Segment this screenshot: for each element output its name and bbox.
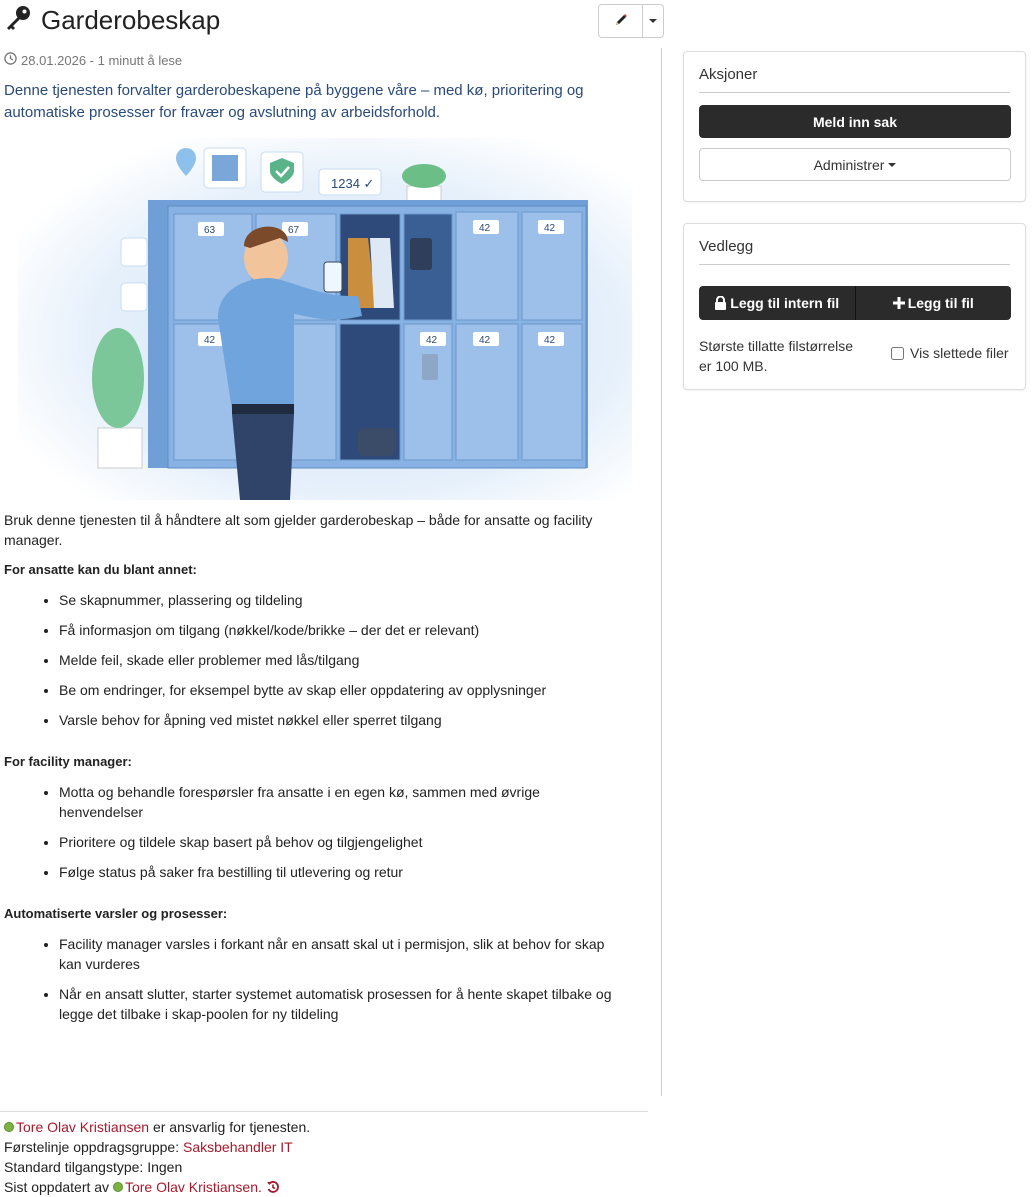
section-heading-automation: Automatiserte varsler og prosesser: xyxy=(4,906,228,921)
employees-list xyxy=(4,590,634,730)
svg-text:63: 63 xyxy=(204,225,216,236)
list-item: • Få informasjon om tilgang (nøkkel/kode/brikke – der det er relevant) xyxy=(59,620,634,640)
list-item: • Når en ansatt slutter, starter systemet automatisk prosessen for å hente skapet tilbake og legge det tilbake i skap-poolen for ny tildeling xyxy=(59,984,634,1024)
title-wrap xyxy=(3,2,220,38)
first-line-label: Førstelinje oppdragsgruppe: xyxy=(4,1139,183,1155)
section-heading-employees: For ansatte kan du blant annet: xyxy=(4,562,197,577)
actions-panel xyxy=(683,51,1026,202)
svg-text:42: 42 xyxy=(479,223,491,234)
actions-title: Aksjoner xyxy=(699,66,758,83)
list-item: • Melde feil, skade eller problemer med lås/tilgang xyxy=(59,650,634,670)
list-item: • Følge status på saker fra bestilling til utlevering og retur xyxy=(59,862,634,882)
updated-by-link[interactable]: Tore Olav Kristiansen. xyxy=(124,1179,262,1195)
facility-list xyxy=(4,782,634,882)
updated-label: Sist oppdatert av xyxy=(4,1179,113,1195)
article-intro: Bruk denne tjenesten til å håndtere alt som gjelder garderobeskap – både for ansatte og facility manager. xyxy=(4,512,593,548)
divider xyxy=(699,92,1010,93)
file-size-limit: Største tillatte filstørrelse er 100 MB. xyxy=(699,338,854,374)
svg-text:42: 42 xyxy=(479,335,491,346)
attachments-title: Vedlegg xyxy=(699,238,754,255)
caret-down-icon xyxy=(888,163,896,167)
edit-button[interactable] xyxy=(599,5,643,37)
clock-icon xyxy=(4,52,21,68)
access-value: Ingen xyxy=(147,1159,183,1175)
owner-row xyxy=(0,1117,648,1137)
svg-text:42: 42 xyxy=(426,335,438,346)
status-online-icon xyxy=(113,1182,123,1192)
attachment-button-group xyxy=(699,286,1011,320)
administer-button[interactable] xyxy=(699,148,1011,181)
updated-row xyxy=(0,1177,648,1197)
page-title: Garderobeskap xyxy=(41,5,221,35)
list-item: • Prioritere og tildele skap basert på behov og tilgjengelighet xyxy=(59,832,634,852)
plus-icon xyxy=(893,297,908,309)
divider xyxy=(699,264,1010,265)
status-online-icon xyxy=(4,1122,14,1132)
page-header xyxy=(0,0,670,42)
add-file-button[interactable] xyxy=(855,286,1012,320)
list-item: • Be om endringer, for eksempel bytte av skap eller oppdatering av opplysninger xyxy=(59,680,634,700)
article-date-readtime: 28.01.2026 - 1 minutt å lese xyxy=(21,52,183,68)
svg-text:67: 67 xyxy=(288,225,300,236)
key-icon xyxy=(3,4,33,37)
article-body xyxy=(4,510,634,1036)
edit-button-group xyxy=(598,4,664,38)
report-case-button[interactable]: Meld inn sak xyxy=(699,105,1011,138)
article-meta xyxy=(4,52,182,68)
code-bubble-text: 1234 ✓ xyxy=(331,176,375,191)
pencil-icon xyxy=(614,13,628,30)
owner-suffix: er ansvarlig for tjenesten. xyxy=(149,1119,311,1135)
access-row xyxy=(0,1157,648,1177)
hero-illustration xyxy=(18,138,632,500)
list-item: • Varsle behov for åpning ved mistet nøkkel eller sperret tilgang xyxy=(59,710,634,730)
list-item: • Facility manager varsles i forkant når en ansatt skal ut i permisjon, slik at behov for skap kan vurderes xyxy=(59,934,634,974)
list-item: • Se skapnummer, plassering og tildeling xyxy=(59,590,634,610)
caret-down-icon xyxy=(649,19,657,23)
service-footer xyxy=(0,1111,648,1197)
show-deleted-label: Vis slettede filer xyxy=(910,345,1009,361)
first-line-group-link[interactable]: Saksbehandler IT xyxy=(183,1139,293,1155)
owner-link[interactable]: Tore Olav Kristiansen xyxy=(16,1119,150,1135)
attachments-panel xyxy=(683,223,1026,390)
history-icon[interactable] xyxy=(262,1180,280,1194)
add-file-label: Legg til fil xyxy=(907,295,974,311)
svg-text:42: 42 xyxy=(204,335,216,346)
add-internal-file-button[interactable] xyxy=(699,286,855,320)
edit-dropdown-button[interactable] xyxy=(643,5,663,37)
svg-text:42: 42 xyxy=(544,335,556,346)
section-heading-facility: For facility manager: xyxy=(4,754,132,769)
lock-icon xyxy=(714,296,730,310)
administer-label: Administrer xyxy=(813,156,885,173)
svg-text:42: 42 xyxy=(544,223,556,234)
automation-list xyxy=(4,934,634,1024)
first-line-row xyxy=(0,1137,648,1157)
show-deleted-checkbox[interactable] xyxy=(891,347,904,360)
list-item: • Motta og behandle forespørsler fra ansatte i en egen kø, sammen med øvrige henvendelser xyxy=(59,782,634,822)
main-content xyxy=(0,48,662,1096)
access-label: Standard tilgangstype: xyxy=(4,1159,148,1175)
add-internal-file-label: Legg til intern fil xyxy=(730,295,840,311)
show-deleted-files-toggle[interactable] xyxy=(891,345,1009,361)
article-lead: Denne tjenesten forvalter garderobeskapene på byggene våre – med kø, prioritering og automatiske prosesser for fravær og avslutning av arbeidsforhold. xyxy=(4,82,584,121)
